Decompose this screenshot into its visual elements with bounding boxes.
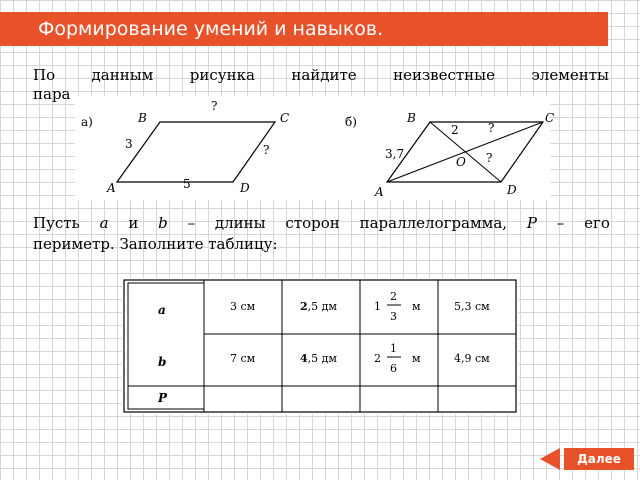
var-b: b (158, 214, 168, 232)
vertex-label: D (240, 181, 250, 195)
perimeter-table (122, 278, 518, 414)
segment-value: 3,7 (385, 147, 405, 161)
cell-a3-unit: м (412, 300, 421, 313)
vertex-label: C (280, 111, 290, 125)
task2-word: сторон (285, 214, 340, 232)
parallelogram-figures (75, 96, 555, 200)
side-value: 5 (183, 177, 191, 191)
task2-word: параллелограмма, (359, 214, 508, 232)
cell-b3-num: 1 (390, 342, 397, 355)
cell-a3-whole: 1 (374, 300, 381, 313)
figures-panel (75, 96, 555, 200)
vertex-label: B (407, 111, 416, 125)
row-label-a: a (158, 303, 166, 317)
row-label-b: b (158, 355, 167, 369)
vertex-label: C (545, 111, 555, 125)
unknown-mark: ? (263, 143, 270, 157)
cell-a2: 2,5 дм (300, 300, 337, 313)
task2-line2: периметр. Заполните таблицу: (33, 235, 278, 253)
task2-word: Пусть (33, 214, 80, 232)
segment-value: 2 (451, 123, 459, 137)
task1-text-line2: пара (33, 85, 71, 103)
vertex-label: B (138, 111, 147, 125)
vertex-label: D (507, 183, 517, 197)
task2-word: длины (214, 214, 266, 232)
task2-word: – (187, 214, 196, 232)
next-button[interactable]: Далее (564, 448, 634, 470)
cell-a3-num: 2 (390, 290, 397, 303)
var-p: P (526, 214, 537, 232)
side-value: 3 (125, 137, 133, 151)
task2-text (33, 213, 610, 255)
cell-b3-unit: м (412, 352, 421, 365)
vertex-label: O (456, 155, 466, 169)
table-grid (122, 278, 518, 414)
unknown-mark: ? (211, 99, 218, 113)
vertex-label: A (107, 181, 116, 195)
unknown-mark: ? (486, 151, 493, 165)
parallelogram-a (117, 122, 275, 182)
slide-title: Формирование умений и навыков. (0, 12, 608, 46)
cell-b4: 4,9 см (454, 352, 490, 365)
cell-a3-den: 3 (390, 310, 397, 323)
var-a: a (99, 214, 109, 232)
cell-b2: 4,5 дм (300, 352, 337, 365)
row-label-p: P (158, 391, 168, 405)
cell-a1: 3 см (230, 300, 256, 313)
unknown-mark: ? (488, 121, 495, 135)
figure-a-label: а) (81, 115, 93, 129)
cell-b3-den: 6 (390, 362, 397, 375)
task2-word: – (556, 214, 565, 232)
cell-b1: 7 см (230, 352, 256, 365)
cell-a4: 5,3 см (454, 300, 490, 313)
figure-b-label: б) (345, 115, 357, 129)
vertex-label: A (375, 185, 384, 199)
task1-text: По данным рисунка найдите неизвестные элементы (33, 66, 609, 84)
cell-b3-whole: 2 (374, 352, 381, 365)
back-arrow-icon[interactable] (540, 448, 560, 470)
task2-word: и (128, 214, 139, 232)
task2-word: его (584, 214, 610, 232)
